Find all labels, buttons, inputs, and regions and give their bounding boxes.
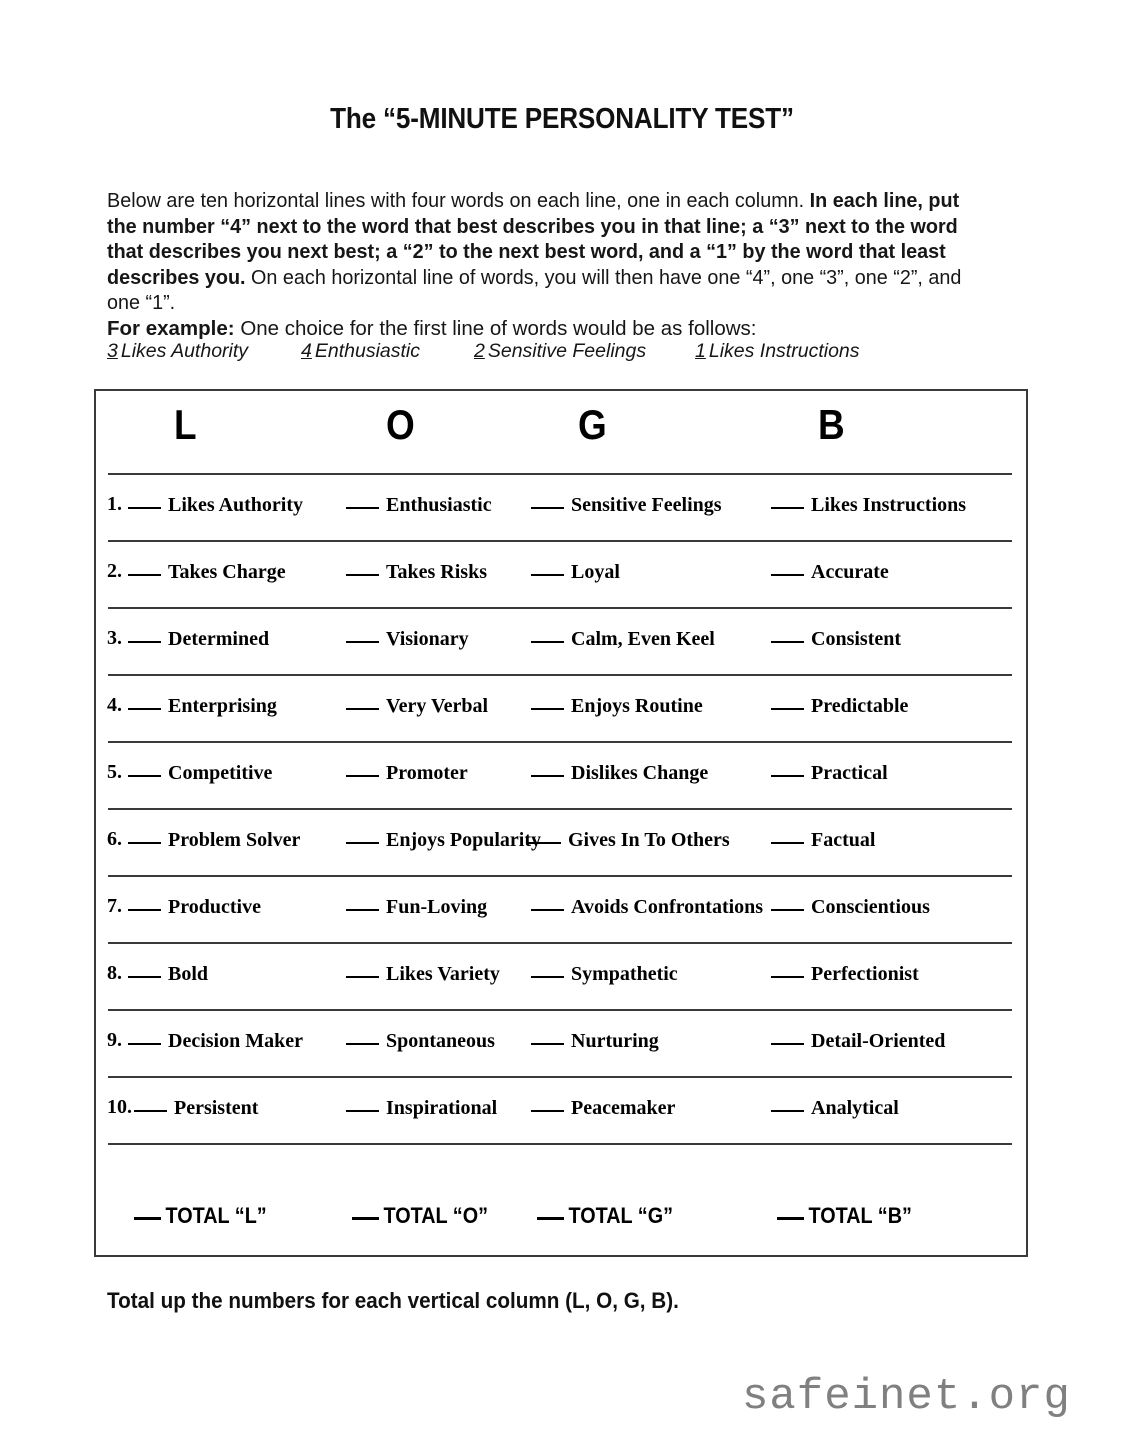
answer-cell-l[interactable] [128, 1027, 303, 1054]
trait-word: Takes Charge [168, 561, 286, 583]
trait-word: Productive [168, 896, 261, 918]
trait-word: Enterprising [168, 695, 277, 717]
answer-cell-b[interactable] [771, 1027, 945, 1054]
trait-word: Inspirational [386, 1097, 498, 1119]
answer-cell-l[interactable] [128, 759, 272, 786]
score-blank[interactable] [128, 826, 161, 844]
row-number: 9. [107, 1029, 122, 1051]
trait-word: Enjoys Popularity [386, 829, 542, 851]
answer-cell-l[interactable] [128, 826, 300, 853]
answer-cell-g[interactable] [531, 558, 620, 585]
row-number: 10. [107, 1096, 132, 1118]
footer-instruction: Total up the numbers for each vertical column (L, O, G, B). [107, 1288, 679, 1313]
score-blank[interactable] [346, 692, 379, 710]
total-o[interactable] [352, 1201, 488, 1230]
row-number: 7. [107, 895, 122, 917]
table-row [96, 558, 1026, 588]
intro-text-bold: In each line, put the number “4” next to the word that best describes you in that line; a “3” next to the word that describes you next best; a “2” to the next best word, and a “1” by the word that least describes you. [107, 189, 960, 289]
example-item [474, 340, 646, 363]
trait-word: Spontaneous [386, 1030, 495, 1052]
total-g[interactable] [537, 1201, 673, 1230]
trait-word: Very Verbal [386, 695, 489, 717]
score-blank[interactable] [531, 558, 564, 576]
trait-word: Perfectionist [811, 963, 919, 985]
example-item [107, 340, 248, 363]
score-blank[interactable] [531, 893, 564, 911]
answer-cell-o[interactable] [346, 692, 488, 719]
example-item-word: Likes Instructions [708, 340, 860, 362]
trait-word: Persistent [174, 1097, 259, 1119]
total-blank[interactable] [537, 1201, 564, 1220]
table-row [96, 1027, 1026, 1057]
score-blank[interactable] [531, 1094, 564, 1112]
trait-word: Avoids Confrontations [571, 896, 764, 918]
trait-word: Visionary [386, 628, 469, 650]
answer-cell-o[interactable] [346, 1094, 497, 1121]
answer-cell-g[interactable] [531, 491, 722, 518]
score-blank[interactable] [346, 1027, 379, 1045]
intro-paragraph [107, 188, 980, 316]
answer-cell-b[interactable] [771, 759, 888, 786]
example-item-number: 2 [474, 340, 485, 362]
trait-word: Fun-Loving [386, 896, 488, 918]
example-item [695, 340, 860, 363]
trait-word: Analytical [811, 1097, 899, 1119]
column-header-b: B [818, 401, 845, 448]
trait-word: Nurturing [571, 1030, 659, 1052]
answer-cell-o[interactable] [346, 491, 492, 518]
example-row [107, 340, 1012, 366]
score-blank[interactable] [346, 491, 379, 509]
column-header-row [96, 391, 1026, 469]
row-number: 6. [107, 828, 122, 850]
trait-word: Competitive [168, 762, 273, 784]
answer-cell-b[interactable] [771, 625, 901, 652]
divider [108, 808, 1012, 810]
score-blank[interactable] [528, 826, 561, 844]
divider [108, 741, 1012, 743]
score-blank[interactable] [128, 625, 161, 643]
divider [108, 607, 1012, 609]
score-blank[interactable] [771, 625, 804, 643]
column-header-g: G [578, 401, 607, 448]
score-blank[interactable] [128, 491, 161, 509]
answer-cell-b[interactable] [771, 692, 908, 719]
score-blank[interactable] [771, 893, 804, 911]
score-blank[interactable] [531, 491, 564, 509]
example-description: One choice for the first line of words would be as follows: [240, 317, 757, 340]
score-blank[interactable] [346, 759, 379, 777]
score-blank[interactable] [771, 960, 804, 978]
score-blank[interactable] [346, 826, 379, 844]
divider [108, 1143, 1012, 1145]
answer-cell-o[interactable] [346, 893, 487, 920]
trait-word: Detail-Oriented [811, 1030, 946, 1052]
intro-text-part-2: On each horizontal line of words, you will then have one “4”, one “3”, one “2”, and one “1”. [107, 265, 962, 314]
total-label: TOTAL “L” [165, 1203, 267, 1228]
answer-cell-g[interactable] [531, 1027, 659, 1054]
score-blank[interactable] [771, 1027, 804, 1045]
divider [108, 473, 1012, 475]
trait-word: Decision Maker [168, 1030, 303, 1052]
answer-cell-b[interactable] [771, 960, 919, 987]
trait-word: Gives In To Others [568, 829, 730, 851]
table-row [96, 759, 1026, 789]
answer-cell-g[interactable] [531, 960, 678, 987]
total-label: TOTAL “G” [568, 1203, 674, 1228]
answer-cell-b[interactable] [771, 1094, 899, 1121]
example-item-word: Sensitive Feelings [487, 340, 647, 362]
answer-cell-g[interactable] [531, 625, 715, 652]
table-row [96, 692, 1026, 722]
answer-cell-g[interactable] [531, 692, 703, 719]
watermark: safeinet.org [742, 1372, 1071, 1422]
row-number: 5. [107, 761, 122, 783]
divider [108, 540, 1012, 542]
trait-word: Dislikes Change [571, 762, 709, 784]
trait-word: Practical [811, 762, 888, 784]
score-blank[interactable] [531, 960, 564, 978]
row-number: 3. [107, 627, 122, 649]
example-item-word: Likes Authority [120, 340, 249, 362]
column-header-l: L [174, 401, 197, 448]
answer-cell-l[interactable] [128, 625, 269, 652]
example-heading [107, 316, 756, 341]
score-blank[interactable] [346, 558, 379, 576]
example-item-number: 1 [695, 340, 706, 362]
example-label: For example: [107, 317, 235, 340]
answer-cell-b[interactable] [771, 893, 930, 920]
score-blank[interactable] [771, 826, 804, 844]
answer-cell-g[interactable] [531, 893, 763, 920]
trait-word: Predictable [811, 695, 909, 717]
row-number: 4. [107, 694, 122, 716]
score-blank[interactable] [128, 960, 161, 978]
answer-cell-l[interactable] [128, 692, 277, 719]
score-blank[interactable] [346, 1094, 379, 1112]
trait-word: Accurate [811, 561, 889, 583]
table-row [96, 1094, 1026, 1124]
answer-cell-o[interactable] [346, 960, 500, 987]
table-row [96, 491, 1026, 521]
divider [108, 1076, 1012, 1078]
answer-cell-l[interactable] [128, 893, 261, 920]
table-row [96, 960, 1026, 990]
total-blank[interactable] [777, 1201, 804, 1220]
trait-word: Factual [811, 829, 876, 851]
divider [108, 674, 1012, 676]
score-blank[interactable] [346, 960, 379, 978]
score-blank[interactable] [346, 893, 379, 911]
trait-word: Sensitive Feelings [571, 494, 722, 516]
total-blank[interactable] [352, 1201, 379, 1220]
row-number: 1. [107, 493, 122, 515]
score-blank[interactable] [346, 625, 379, 643]
score-blank[interactable] [531, 759, 564, 777]
answer-cell-o[interactable] [346, 558, 487, 585]
trait-word: Calm, Even Keel [571, 628, 715, 650]
score-blank[interactable] [128, 1027, 161, 1045]
example-item-number: 3 [107, 340, 118, 362]
column-header-o: O [386, 401, 415, 448]
answer-cell-b[interactable] [771, 558, 889, 585]
trait-word: Conscientious [811, 896, 930, 918]
table-row [96, 826, 1026, 856]
personality-test-table [94, 389, 1028, 1257]
total-label: TOTAL “B” [808, 1203, 912, 1228]
answer-cell-g[interactable] [531, 759, 708, 786]
score-blank[interactable] [134, 1094, 167, 1112]
trait-word: Enjoys Routine [571, 695, 703, 717]
totals-row [96, 1201, 1026, 1235]
trait-word: Likes Variety [386, 963, 500, 985]
answer-cell-b[interactable] [771, 826, 875, 853]
row-number: 2. [107, 560, 122, 582]
score-blank[interactable] [771, 759, 804, 777]
example-item [301, 340, 420, 363]
answer-cell-o[interactable] [346, 625, 469, 652]
score-blank[interactable] [771, 1094, 804, 1112]
trait-word: Likes Instructions [811, 494, 967, 516]
total-l[interactable] [134, 1201, 267, 1230]
score-blank[interactable] [531, 1027, 564, 1045]
total-blank[interactable] [134, 1201, 161, 1220]
intro-text-part-1: Below are ten horizontal lines with four words on each line, one in each column. [107, 189, 805, 212]
divider [108, 875, 1012, 877]
example-item-number: 4 [301, 340, 312, 362]
score-blank[interactable] [128, 759, 161, 777]
answer-cell-b[interactable] [771, 491, 966, 518]
answer-cell-l[interactable] [128, 491, 303, 518]
trait-word: Likes Authority [168, 494, 304, 516]
trait-word: Enthusiastic [386, 494, 492, 516]
answer-cell-l[interactable] [134, 1094, 258, 1121]
score-blank[interactable] [771, 558, 804, 576]
answer-cell-o[interactable] [346, 759, 468, 786]
score-blank[interactable] [771, 692, 804, 710]
trait-word: Sympathetic [571, 963, 678, 985]
answer-cell-o[interactable] [346, 1027, 495, 1054]
trait-word: Determined [168, 628, 270, 650]
score-blank[interactable] [531, 625, 564, 643]
page-title: The “5-MINUTE PERSONALITY TEST” [330, 103, 794, 135]
total-label: TOTAL “O” [383, 1203, 489, 1228]
trait-word: Loyal [571, 561, 620, 583]
score-blank[interactable] [531, 692, 564, 710]
trait-word: Problem Solver [168, 829, 301, 851]
total-b[interactable] [777, 1201, 912, 1230]
score-blank[interactable] [128, 692, 161, 710]
answer-cell-g[interactable] [531, 1094, 675, 1121]
row-number: 8. [107, 962, 122, 984]
trait-word: Takes Risks [386, 561, 487, 583]
trait-word: Consistent [811, 628, 902, 650]
score-blank[interactable] [771, 491, 804, 509]
table-row [96, 625, 1026, 655]
answer-cell-l[interactable] [128, 960, 208, 987]
trait-word: Peacemaker [571, 1097, 676, 1119]
answer-cell-o[interactable] [346, 826, 541, 853]
divider [108, 1009, 1012, 1011]
answer-cell-g[interactable] [528, 826, 730, 853]
example-item-word: Enthusiastic [314, 340, 420, 362]
table-row [96, 893, 1026, 923]
score-blank[interactable] [128, 893, 161, 911]
trait-word: Bold [168, 963, 209, 985]
trait-word: Promoter [386, 762, 468, 784]
divider [108, 942, 1012, 944]
score-blank[interactable] [128, 558, 161, 576]
answer-cell-l[interactable] [128, 558, 286, 585]
